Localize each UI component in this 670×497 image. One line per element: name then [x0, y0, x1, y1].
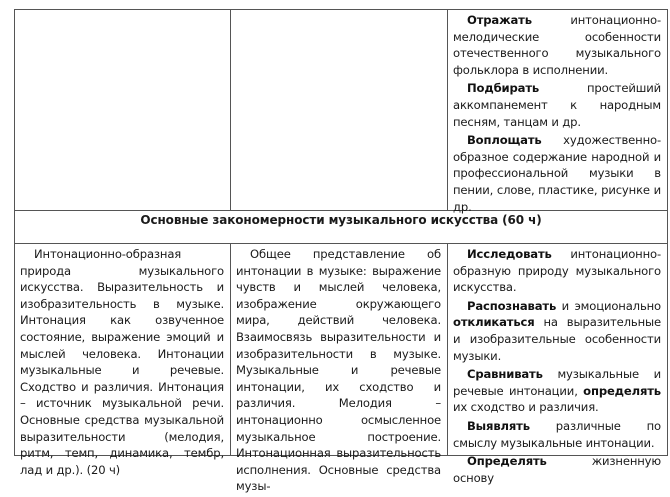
activity-verb: Отражать — [467, 13, 532, 27]
row-divider-section — [14, 243, 668, 244]
activity-text: художественно-образное содержание народной и профессиональной музыки в пении, слове, пластике, рисунке и др. — [453, 133, 661, 214]
column-divider-2-top — [447, 9, 448, 210]
column-divider-1-bottom — [230, 243, 231, 455]
topics-column-cell — [236, 246, 441, 497]
activity-verb: Воплощать — [467, 133, 542, 148]
activity-verb: Сравнивать — [467, 367, 543, 382]
activity-text: их сходство и различия. — [453, 400, 599, 415]
topics-text: Общее представление об интонации в музыке: выражение чувств и мыслей человека, изображение окружающего мира, действий человека. Взаимосвязь выразительности и изобразительности в музыке. Музыкальные и речевые интонации, их сходство и различия. Мелодия – интонационно осмысленное музыкальное построение. Интонационная выразительность исполнения. Основные средства музы- — [236, 247, 441, 494]
activity-verb: Определять — [467, 454, 547, 469]
activity-item — [453, 366, 661, 416]
activity-item — [453, 298, 661, 364]
table-border-top — [14, 9, 668, 10]
content-column-cell — [20, 246, 224, 480]
section-title: Основные закономерности музыкального искусства (60 ч) — [140, 213, 542, 227]
activity-text: интонационно-образную природу музыкального искусства. — [453, 247, 661, 295]
content-text: Интонационно-образная природа музыкального искусства. Выразительность и изобразительность в музыке. Интонация как озвученное состояние, выражение эмоций и мыслей человека. Интонации музыкальные и речевые. Сходство и различия. Интонация – источник музыкальной речи. Основные средства музыкальной выразительности (мелодия, ритм, темп, динамика, тембр, лад и др.). (20 ч) — [20, 247, 224, 477]
activity-text: на выразительные и изобразительные особенности музыки. — [453, 315, 661, 363]
activity-text: и эмоционально — [556, 298, 661, 313]
activity-verb: определять — [583, 383, 661, 398]
activity-text: различные по смыслу музыкальные интонации. — [453, 418, 661, 450]
activity-verb: Подбирать — [467, 81, 540, 96]
top-row-col3-cell — [453, 12, 661, 217]
activity-text: простейший аккомпанемент к народным песням, танцам и др. — [453, 81, 661, 129]
activity-verb: Распознавать — [467, 298, 557, 313]
activity-verb: Выявлять — [467, 418, 530, 433]
activity-item — [453, 418, 661, 451]
activity-item — [453, 246, 661, 296]
activity-text: жизненную основу — [453, 454, 661, 485]
activity-verb: откликаться — [453, 315, 535, 330]
activity-item — [453, 80, 661, 130]
activity-item — [453, 12, 661, 78]
activity-text: музыкальные и речевые интонации, — [453, 367, 661, 398]
table-border-right — [667, 9, 668, 456]
column-divider-2-bottom — [447, 243, 448, 455]
activity-text: интонационно-мелодические особенности отечественного музыкального фольклора в исполнении. — [453, 13, 661, 77]
activity-verb: Исследовать — [467, 247, 552, 261]
table-border-left — [14, 9, 15, 456]
column-divider-1-top — [230, 9, 231, 210]
activity-item — [453, 453, 661, 486]
activities-column-cell — [453, 246, 661, 488]
activity-item — [453, 132, 661, 215]
